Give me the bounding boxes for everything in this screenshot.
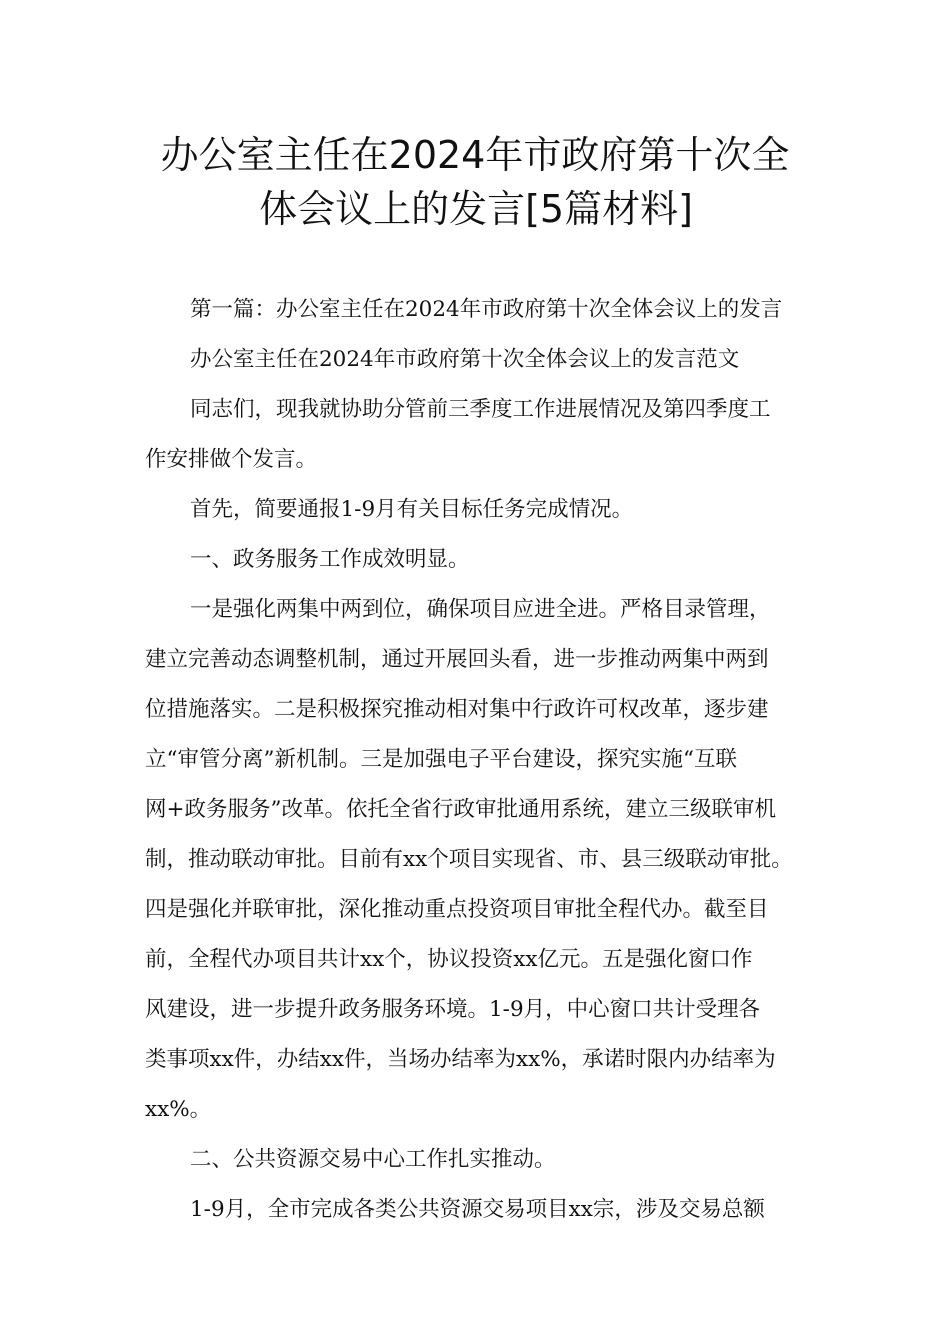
title-line-1: 办公室主任在2024年市政府第十次全 bbox=[160, 133, 790, 177]
body-line: 前，全程代办项目共计xx个，协议投资xx亿元。五是强化窗口作 bbox=[145, 947, 753, 972]
body-line: 四是强化并联审批，深化推动重点投资项目审批全程代办。截至目 bbox=[145, 897, 769, 922]
body-line: 第一篇：办公室主任在2024年市政府第十次全体会议上的发言 bbox=[190, 297, 783, 322]
body-line: 一、政务服务工作成效明显。 bbox=[190, 547, 470, 572]
body-line: 风建设，进一步提升政务服务环境。1-9月，中心窗口共计受理各 bbox=[145, 997, 761, 1022]
body-line: 1-9月，全市完成各类公共资源交易项目xx宗，涉及交易总额 bbox=[190, 1197, 765, 1222]
title-line-2: 体会议上的发言[5篇材料] bbox=[259, 187, 693, 231]
body-line: 立“审管分离”新机制。三是加强电子平台建设，探究实施“互联 bbox=[145, 747, 737, 772]
body-line: 制，推动联动审批。目前有xx个项目实现省、市、县三级联动审批。 bbox=[145, 847, 793, 872]
body-line: 位措施落实。二是积极探究推动相对集中行政许可权改革，逐步建 bbox=[145, 697, 769, 722]
body-line: 同志们，现我就协助分管前三季度工作进展情况及第四季度工 bbox=[190, 397, 771, 422]
body-line: 网+政务服务”改革。依托全省行政审批通用系统，建立三级联审机 bbox=[145, 797, 777, 822]
body-line: 首先，简要通报1-9月有关目标任务完成情况。 bbox=[190, 497, 634, 522]
body-line: 建立完善动态调整机制，通过开展回头看，进一步推动两集中两到 bbox=[145, 647, 769, 672]
body-line: 办公室主任在2024年市政府第十次全体会议上的发言范文 bbox=[190, 347, 740, 372]
body-line: 一是强化两集中两到位，确保项目应进全进。严格目录管理， bbox=[190, 597, 771, 622]
body-line: xx%。 bbox=[145, 1097, 212, 1122]
document-body bbox=[145, 285, 835, 1235]
body-line: 二、公共资源交易中心工作扎实推动。 bbox=[190, 1147, 556, 1172]
document-title bbox=[0, 128, 950, 236]
body-line: 作安排做个发言。 bbox=[145, 447, 318, 472]
body-line: 类事项xx件，办结xx件，当场办结率为xx%，承诺时限内办结率为 bbox=[145, 1047, 776, 1072]
